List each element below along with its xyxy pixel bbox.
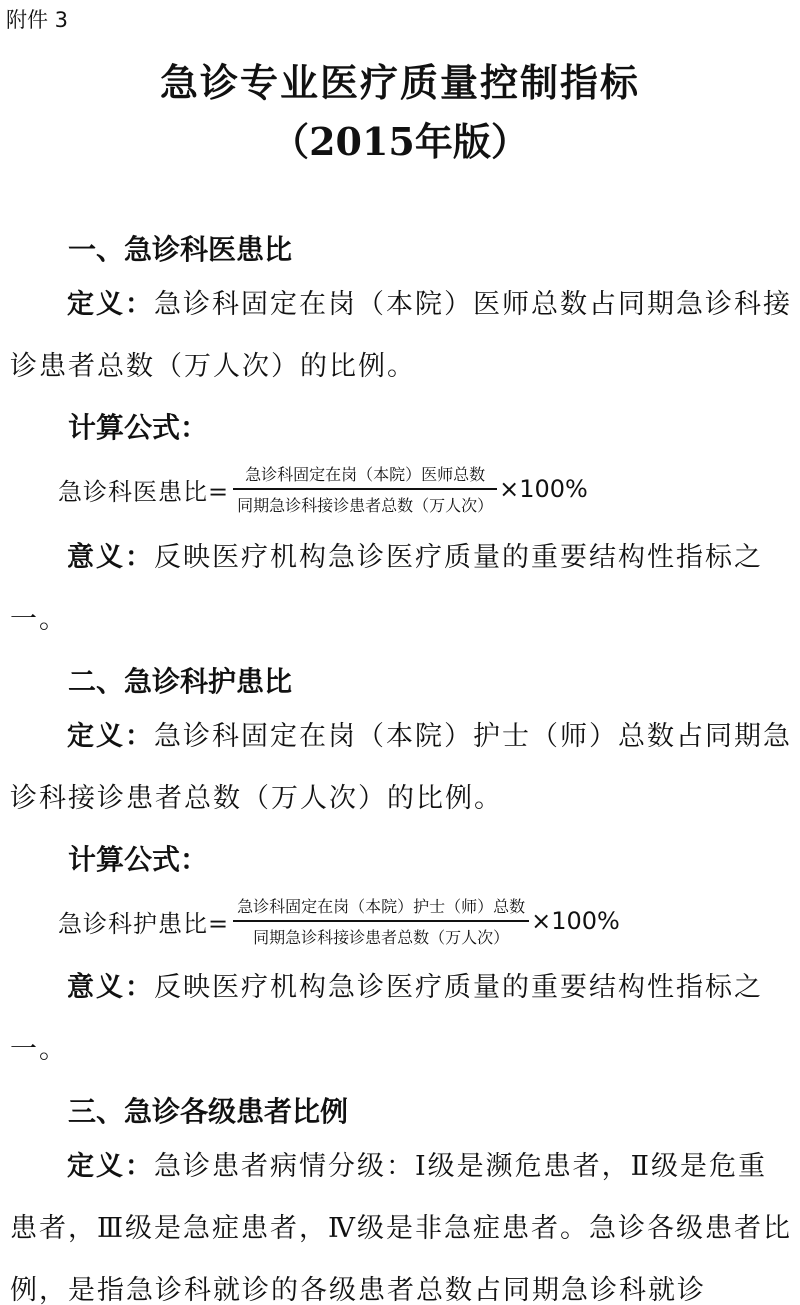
formula-denominator: 同期急诊科接诊患者总数（万人次） [253, 928, 510, 947]
definition-label: 定义： [67, 721, 154, 752]
significance-text: 反映医疗机构急诊医疗质量的重要结构性指标之一。 [10, 542, 763, 635]
document-subtitle: （2015年版） [271, 119, 529, 164]
definition-label: 定义： [67, 289, 154, 320]
section-2-definition [10, 706, 795, 830]
attachment-label: 附件 3 [6, 8, 69, 32]
section-2-formula-label: 计算公式： [68, 843, 209, 876]
definition-text: 急诊科固定在岗（本院）护士（师）总数占同期急诊科接诊患者总数（万人次）的比例。 [10, 721, 792, 814]
formula-fraction [233, 462, 497, 516]
section-3-definition [10, 1136, 795, 1305]
formula-lhs: 急诊科护患比= [58, 909, 230, 938]
section-1-definition [10, 274, 795, 398]
formula-numerator: 急诊科固定在岗（本院）护士（师）总数 [237, 897, 526, 916]
section-1-formula-label: 计算公式： [68, 411, 209, 444]
section-2-formula [58, 894, 620, 948]
definition-text: 急诊科固定在岗（本院）医师总数占同期急诊科接诊患者总数（万人次）的比例。 [10, 289, 792, 382]
formula-fraction [233, 894, 529, 948]
formula-denominator: 同期急诊科接诊患者总数（万人次） [237, 496, 494, 515]
document-title: 急诊专业医疗质量控制指标 [159, 61, 640, 105]
section-1-heading: 一、急诊科医患比 [68, 233, 293, 266]
section-1-significance [10, 527, 795, 651]
significance-text: 反映医疗机构急诊医疗质量的重要结构性指标之一。 [10, 972, 763, 1065]
formula-multiplier: ×100% [499, 475, 588, 503]
formula-lhs: 急诊科医患比= [58, 477, 230, 506]
section-1-formula [58, 462, 588, 516]
significance-label: 意义： [67, 972, 154, 1003]
formula-numerator: 急诊科固定在岗（本院）医师总数 [245, 465, 486, 484]
section-3-heading: 三、急诊各级患者比例 [68, 1095, 349, 1128]
formula-multiplier: ×100% [531, 907, 620, 935]
section-2-heading: 二、急诊科护患比 [68, 665, 293, 698]
definition-label: 定义： [67, 1151, 154, 1182]
section-2-significance [10, 957, 795, 1081]
significance-label: 意义： [67, 542, 154, 573]
definition-text: 急诊患者病情分级：Ⅰ级是濒危患者，Ⅱ级是危重患者，Ⅲ级是急症患者，Ⅳ级是非急症患者。急诊各级患者比例，是指急诊科就诊的各级患者总数占同期急诊科就诊 [10, 1151, 793, 1305]
